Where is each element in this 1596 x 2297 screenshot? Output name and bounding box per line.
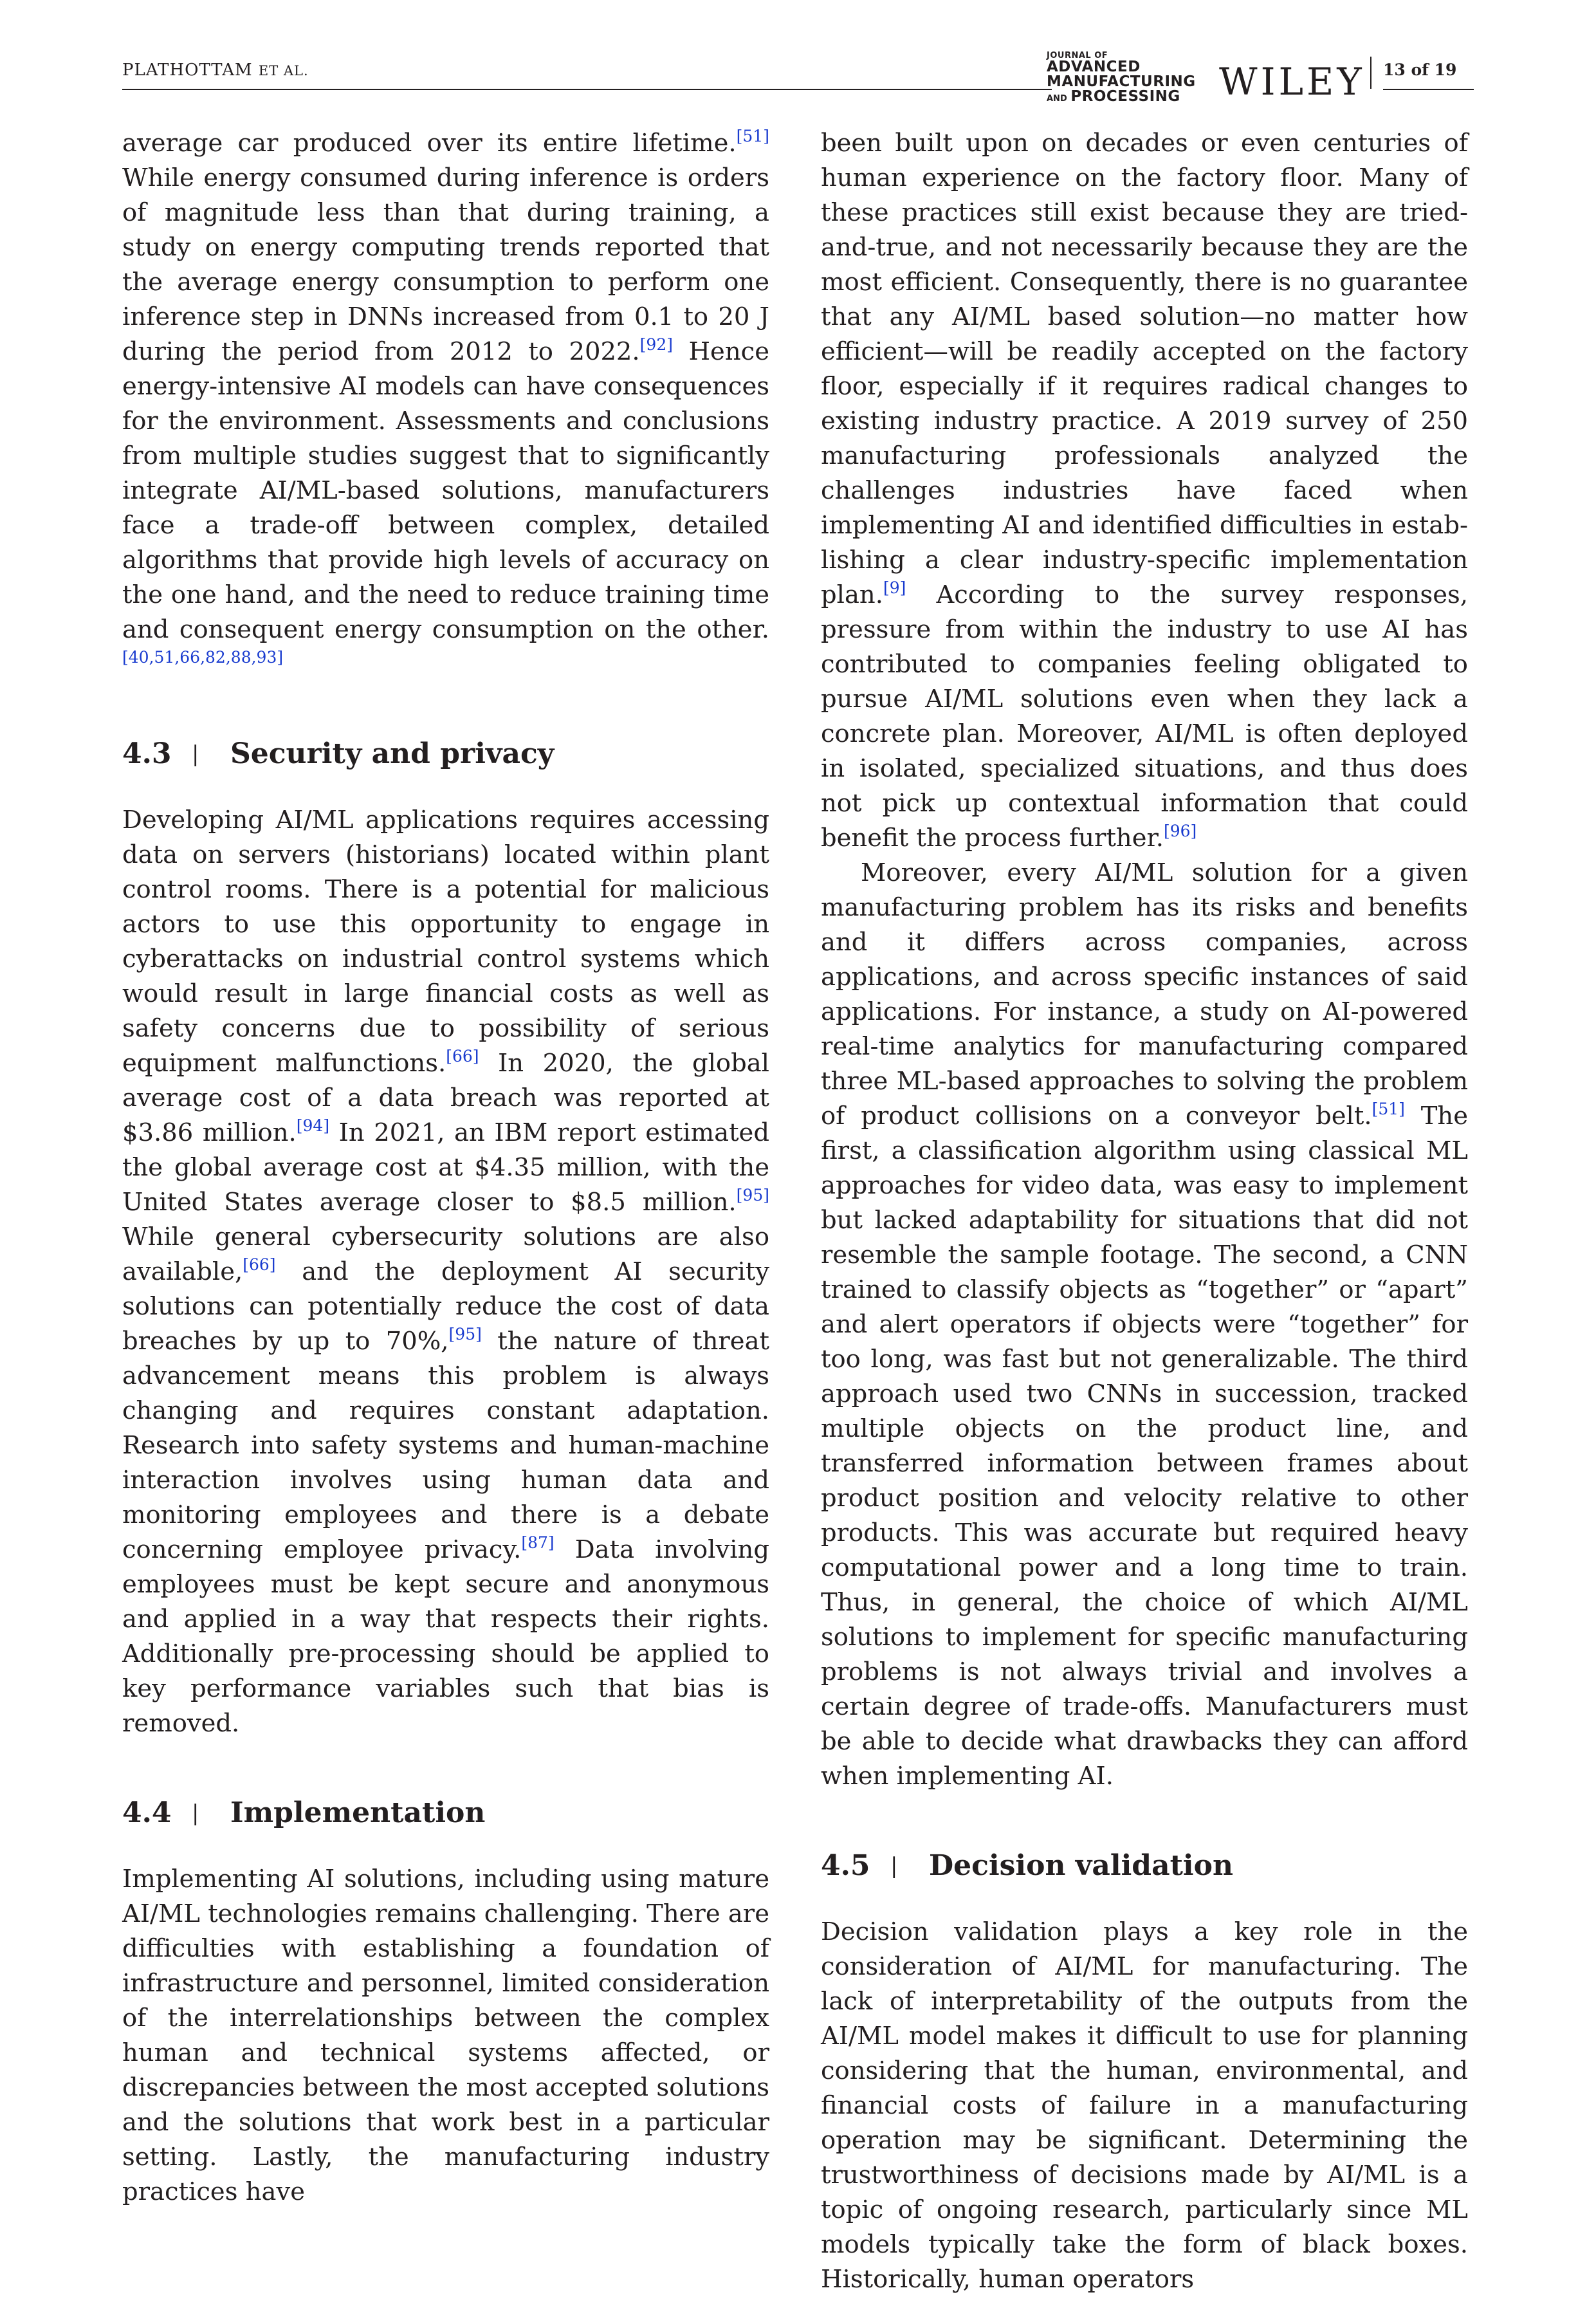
citation-link[interactable]: [51]	[736, 127, 769, 145]
text-run: and the deployment AI security solutions can potentially reduce the cost of data breaches by up to 70%,	[122, 1257, 769, 1356]
citation-link[interactable]: [92]	[639, 335, 673, 354]
section-title: Decision validation	[929, 1849, 1233, 1882]
citation-link[interactable]: [96]	[1163, 822, 1197, 840]
journal-logo-line4-prefix: AND	[1047, 94, 1067, 104]
section-separator: |	[192, 741, 199, 767]
journal-logo-line2: ADVANCED	[1047, 59, 1141, 75]
citation-link[interactable]: [95]	[736, 1186, 769, 1204]
citation-link[interactable]: [95]	[448, 1325, 482, 1343]
text-run: average car produced over its entire lifetime.	[122, 129, 737, 158]
citation-link[interactable]: [94]	[296, 1116, 330, 1135]
paragraph	[821, 856, 1468, 1794]
journal-logo	[1047, 51, 1196, 105]
section-heading-4-5	[821, 1847, 1468, 1885]
journal-logo-line1: JOURNAL OF	[1047, 51, 1108, 60]
section-number: 4.5	[821, 1849, 870, 1882]
text-run: According to the survey responses, pressure from within the industry to use AI has contributed to companies feeling obligated to pursue AI/ML solutions even when they lack a concrete plan. Moreover, AI/ML is often deployed in isolated, specialized situations, and thus does not pick up contextual information that could benefit the process further.	[821, 580, 1468, 853]
section-separator: |	[192, 1800, 199, 1826]
citation-link[interactable]: [66]	[243, 1255, 276, 1274]
paragraph	[821, 1915, 1468, 2297]
section-title: Security and privacy	[230, 737, 555, 770]
text-run: Data involving employees must be kept secure and anonymous and applied in a way that respects their rights. Additionally pre-processing should be applied to key performance variables such that bias is removed.	[122, 1535, 769, 1738]
paragraph	[821, 126, 1468, 856]
right-column	[821, 126, 1468, 2297]
text-run: Decision validation plays a key role in the consideration of AI/ML for manufacturing. The lack of interpretability of the outputs from the AI/ML model makes it difficult to use for planning considering that the human, environmental, and financial costs of failure in a manufacturing operation may be significant. Determining the trustworthiness of decisions made by AI/ML is a topic of ongoing research, particularly since ML models typically take the form of black boxes. Historically, human operators	[821, 1917, 1468, 2294]
section-heading-4-3	[122, 735, 769, 773]
paragraph	[122, 803, 769, 1741]
header-rule	[122, 89, 1052, 90]
journal-logo-line3: MANUFACTURING	[1047, 73, 1196, 90]
left-column	[122, 126, 769, 2209]
section-number: 4.4	[122, 1796, 172, 1829]
page-number-rule	[1383, 89, 1474, 90]
text-run: The first, a classification algorithm using classical ML approaches for video data, was easy to implement but lacked adaptability for situations that did not resemble the sample footage. The second, a CNN trained to classify objects as “together” or “apart” and alert operators if objects were “together” for too long, was fast but not generalizable. The third approach used two CNNs in succession, tracked multiple objects on the product line, and transferred information between frames about product position and velocity relative to other products. This was accurate but required heavy computational power and a long time to train. Thus, in general, the choice of which AI/ML solutions to implement for specific manufacturing problems is not always trivial and involves a certain degree of trade-offs. Manufacturers must be able to decide what drawbacks they can afford when implementing AI.	[821, 1102, 1469, 1791]
citation-link[interactable]: [87]	[521, 1533, 555, 1552]
section-number: 4.3	[122, 737, 172, 770]
text-run: Moreover, every AI/ML solution for a given manufacturing problem has its risks and benefits and it differs across companies, across applications, and across specific instances of said applications. For instance, a study on AI-powered real-time analytics for manufacturing compared three ML-based approaches to solving the problem of product collisions on a conveyor belt.	[821, 858, 1468, 1130]
page-number: 13 of 19	[1383, 60, 1457, 79]
text-run: Hence energy-intensive AI models can have consequences for the environment. Assessments and conclusions from multiple studies suggest that to significantly integrate AI/ML-based solutions, manufacturers face a trade-off between complex, detailed algorithms that provide high levels of accuracy on the one hand, and the need to reduce training time and consequent energy consumption on the other.	[122, 337, 769, 644]
text-run: While energy consumed during inference is orders of magnitude less than that during training, a study on energy computing trends reported that the average energy consumption to perform one inference step in DNNs increased from 0.1 to 20 J during the period from 2012 to 2022.	[122, 163, 769, 366]
journal-logo-line4: PROCESSING	[1070, 88, 1180, 105]
text-run: In 2020, the global average cost of a data breach was reported at $3.86 million.	[122, 1049, 769, 1147]
section-heading-4-4	[122, 1794, 769, 1832]
citation-link[interactable]: [40,51,66,82,88,93]	[122, 648, 284, 667]
running-head-author: PLATHOTTAM	[122, 60, 253, 80]
section-title: Implementation	[230, 1796, 486, 1829]
section-separator: |	[890, 1853, 898, 1879]
publisher-logo: WILEY	[1219, 60, 1365, 104]
text-run: Developing AI/ML applications requires accessing data on servers (historians) located within plant control rooms. There is a potential for malicious actors to use this opportunity to engage in cyberattacks on industrial control systems which would result in large financial costs as well as safety concerns due to possibility of serious equipment malfunctions.	[122, 806, 769, 1078]
citation-link[interactable]: [9]	[883, 578, 906, 597]
running-head	[122, 60, 309, 80]
text-run: In 2021, an IBM report estimated the global average cost at $4.35 million, with the United States average closer to $8.5 million.	[122, 1118, 769, 1217]
paragraph	[122, 1862, 769, 2209]
text-run: Implementing AI solutions, including using mature AI/ML technologies remains challenging. There are difficulties with establishing a foundation of infrastructure and personnel, limited consideration of the interrelationships between the complex human and technical systems affected, or discrepancies between the most accepted solutions and the solutions that work best in a particular setting. Lastly, the manufacturing industry practices have	[122, 1865, 770, 2206]
text-run: While general cybersecurity solutions are also available,	[122, 1222, 769, 1286]
header-separator	[1370, 57, 1371, 89]
text-run: been built upon on decades or even centuries of human experience on the factory floor. Many of these practices still exist because they are tried-and-true, and not necessarily because they are the most efficient. Consequently, there is no guarantee that any AI/ML based solution—no matter how efficient—will be readily accepted on the factory floor, especially if it requires radical changes to existing industry practice. A 2019 survey of 250 manufacturing professionals analyzed the challenges industries have faced when implementing AI and identified difficulties in establishing a clear industry-specific implementation plan.	[821, 129, 1468, 609]
paragraph	[122, 126, 769, 682]
citation-link[interactable]: [66]	[446, 1047, 479, 1065]
text-run: the nature of threat advancement means this problem is always changing and requires constant adaptation. Research into safety systems and human-machine interaction involves using human data and monitoring employees and there is a debate concerning employee privacy.	[122, 1327, 769, 1564]
running-head-etal: ET AL.	[258, 63, 309, 78]
page-header	[122, 51, 1474, 108]
citation-link[interactable]: [51]	[1371, 1100, 1405, 1118]
